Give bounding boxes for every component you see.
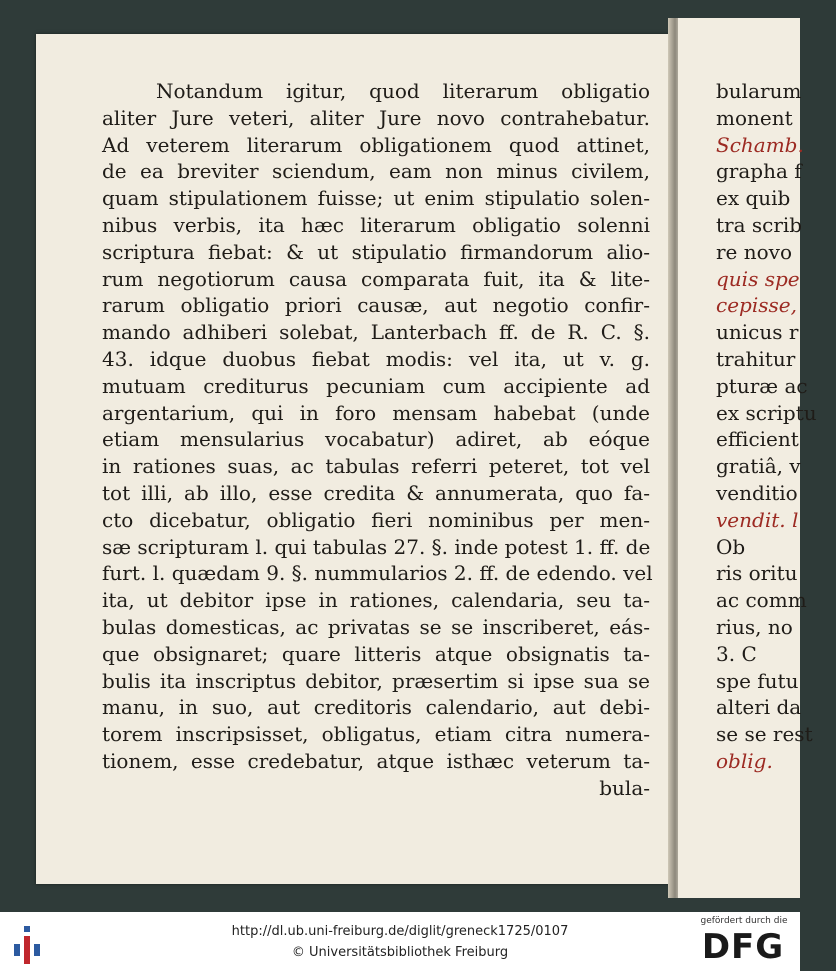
text-line: manu, in suo, aut creditoris calendario, aut debi- <box>102 695 650 720</box>
text-line: nibus verbis, ita hæc literarum obligatio solenni <box>102 212 650 237</box>
left-page-text <box>102 78 653 802</box>
text-line: bulis ita inscriptus debitor, præsertim si ipse sua se <box>102 668 650 693</box>
text-line: etiam mensularius vocabatur) adiret, ab eóque <box>102 427 650 452</box>
text-line: que obsignaret; quare litteris atque obsignatis ta- <box>102 641 650 666</box>
text-line: oblig. <box>716 748 773 773</box>
text-line: venditio <box>716 480 798 505</box>
text-line: ris oritu <box>716 561 798 586</box>
text-line: tra scrib <box>716 212 803 237</box>
text-line: gratiâ, v <box>716 454 801 479</box>
text-line: in rationes suas, ac tabulas referri peteret, tot vel <box>102 454 650 479</box>
permalink-url[interactable]: http://dl.ub.uni-freiburg.de/diglit/greneck1725/0107 <box>231 924 569 939</box>
text-line: mando adhiberi solebat, Lanterbach ff. de R. C. §. <box>102 320 650 345</box>
dfg-logo: DFG <box>701 927 785 967</box>
text-line: trahitur <box>716 346 796 371</box>
text-line: se se rest <box>716 722 813 747</box>
text-line: cepisse, <box>716 293 797 318</box>
text-line: alteri da <box>716 695 802 720</box>
text-line: Ad veterem literarum obligationem quod attinet, <box>102 132 650 157</box>
text-line: ex quib <box>716 186 791 211</box>
text-line: pturæ ac <box>716 373 808 398</box>
text-line: bulas domesticas, ac privatas se se inscriberet, eás- <box>102 614 650 639</box>
text-line: argentarium, qui in foro mensam habebat (unde <box>102 400 650 425</box>
text-line: ac comm <box>716 588 807 613</box>
text-line: re novo <box>716 239 793 264</box>
text-line: aliter Jure veteri, aliter Jure novo contrahebatur. <box>102 105 650 130</box>
text-line: torem inscripsisset, obligatus, etiam citra numera- <box>102 722 650 747</box>
text-line: quam stipulationem fuisse; ut enim stipulatio solen- <box>102 186 650 211</box>
text-line: tot illi, ab illo, esse credita & annumerata, quo fa- <box>102 480 650 505</box>
text-line: de ea breviter sciendum, eam non minus civilem, <box>102 159 650 184</box>
text-line: ex scriptu <box>716 400 817 425</box>
text-line: cto dicebatur, obligatio fieri nominibus per men- <box>102 507 650 532</box>
text-line: tionem, esse credebatur, atque isthæc veterum ta- <box>102 748 650 773</box>
right-book-page <box>678 18 817 898</box>
text-line: furt. l. quædam 9. §. nummularios 2. ff. de edendo. vel <box>102 561 653 586</box>
copyright-notice: © Universitätsbibliothek Freiburg <box>291 945 509 960</box>
text-line: rius, no <box>716 614 793 639</box>
right-page-text <box>716 78 836 775</box>
text-line: unicus r <box>716 320 799 345</box>
text-line: mutuam crediturus pecuniam cum accipiente ad <box>102 373 650 398</box>
text-line: grapha f <box>716 159 802 184</box>
viewer-footer <box>0 912 800 971</box>
text-line: vendit. l <box>716 507 799 532</box>
text-line: rum negotiorum causa comparata fuit, ita & lite- <box>102 266 650 291</box>
text-line: spe futu <box>716 668 799 693</box>
text-line: monent <box>716 105 793 130</box>
text-line: Schamb. <box>716 132 804 157</box>
text-line: 43. idque duobus fiebat modis: vel ita, ut v. g. <box>102 346 650 371</box>
text-line: scriptura fiebat: & ut stipulatio firmandorum alio- <box>102 239 650 264</box>
text-line: bularum <box>716 79 802 103</box>
text-line: quis spe <box>716 266 800 291</box>
text-line: Ob <box>716 534 746 559</box>
text-line: Notandum igitur, quod literarum obligatio <box>156 79 650 103</box>
text-line: 3. C <box>716 641 757 666</box>
funding-note: gefördert durch die <box>700 916 788 926</box>
text-line: ita, ut debitor ipse in rationes, calendaria, seu ta- <box>102 588 650 613</box>
text-line: sæ scripturam l. qui tabulas 27. §. inde potest 1. ff. de <box>102 534 651 559</box>
text-line: rarum obligatio priori causæ, aut negotio confir- <box>102 293 650 318</box>
text-line: efficient <box>716 427 799 452</box>
text-line: bula- <box>599 775 650 800</box>
